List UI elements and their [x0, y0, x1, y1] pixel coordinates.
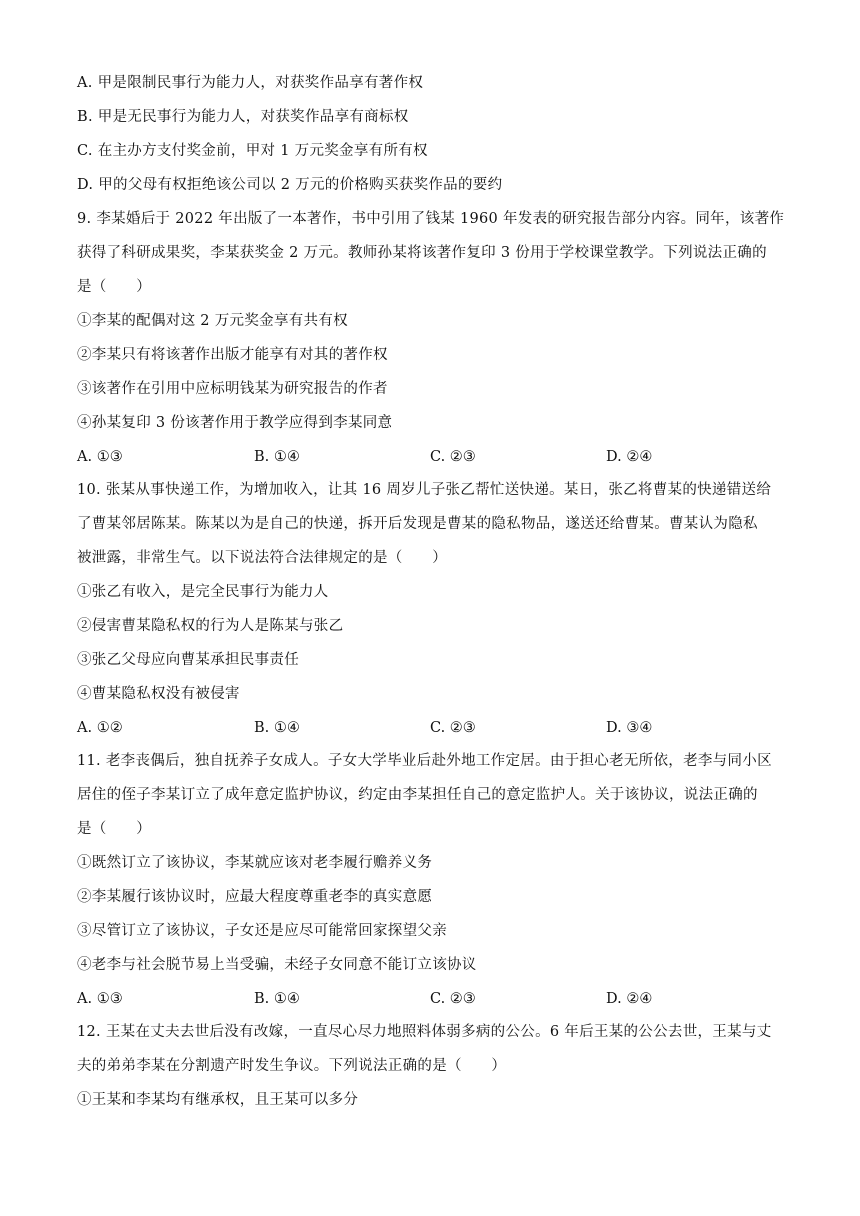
q12-statement-1: ①王某和李某均有继承权，且王某可以多分	[77, 1092, 359, 1108]
q11-option-a: A. ①③	[77, 991, 123, 1007]
q11-stem-line: 是（ ）	[77, 821, 151, 837]
q9-option-b: B. ①④	[254, 449, 300, 465]
q9-stem-line: 9. 李某婚后于 2022 年出版了一本著作，书中引用了钱某 1960 年发表的研究报告部分内容。同年，该著作	[77, 211, 785, 227]
q10-statement-3: ③张乙父母应向曹某承担民事责任	[77, 652, 299, 668]
q11-statement-1: ①既然订立了该协议，李某就应该对老李履行赡养义务	[77, 855, 433, 871]
q11-options	[77, 989, 777, 1009]
q11-option-d: D. ②④	[606, 991, 653, 1007]
q10-stem-line: 10. 张某从事快递工作，为增加收入，让其 16 周岁儿子张乙帮忙送快递。某日，张乙将曹某的快递错送给	[77, 482, 772, 498]
q9-option-c: C. ②③	[430, 449, 476, 465]
q10-stem-line: 了曹某邻居陈某。陈某以为是自己的快递，拆开后发现是曹某的隐私物品，遂送还给曹某。曹某认为隐私	[77, 516, 758, 532]
q11-option-b: B. ①④	[254, 991, 300, 1007]
q10-statement-1: ①张乙有收入，是完全民事行为能力人	[77, 584, 329, 600]
q9-stem-line: 获得了科研成果奖，李某获奖金 2 万元。教师孙某将该著作复印 3 份用于学校课堂教学。下列说法正确的	[77, 245, 767, 261]
q9-statement-1: ①李某的配偶对这 2 万元奖金享有共有权	[77, 313, 348, 329]
q12-stem-line: 12. 王某在丈夫去世后没有改嫁，一直尽心尽力地照料体弱多病的公公。6 年后王某的公公去世，王某与丈	[77, 1024, 772, 1040]
q9-statement-2: ②李某只有将该著作出版才能享有对其的著作权	[77, 347, 388, 363]
q8-option-b: B. 甲是无民事行为能力人，对获奖作品享有商标权	[77, 109, 409, 125]
q10-options	[77, 718, 777, 738]
q8-option-d: D. 甲的父母有权拒绝该公司以 2 万元的价格购买获奖作品的要约	[77, 177, 503, 193]
q12-stem-line: 夫的弟弟李某在分割遗产时发生争议。下列说法正确的是（ ）	[77, 1058, 507, 1074]
q9-options	[77, 447, 777, 467]
q9-option-a: A. ①③	[77, 449, 123, 465]
q8-option-c: C. 在主办方支付奖金前，甲对 1 万元奖金享有所有权	[77, 143, 428, 159]
q11-stem-line: 居住的侄子李某订立了成年意定监护协议，约定由李某担任自己的意定监护人。关于该协议，说法正确的	[77, 787, 758, 803]
q10-stem-line: 被泄露，非常生气。以下说法符合法律规定的是（ ）	[77, 550, 447, 566]
q9-statement-4: ④孙某复印 3 份该著作用于教学应得到李某同意	[77, 415, 393, 431]
q10-statement-2: ②侵害曹某隐私权的行为人是陈某与张乙	[77, 618, 344, 634]
q9-statement-3: ③该著作在引用中应标明钱某为研究报告的作者	[77, 381, 388, 397]
q10-option-d: D. ③④	[606, 720, 653, 736]
q11-statement-3: ③尽管订立了该协议，子女还是应尽可能常回家探望父亲	[77, 923, 447, 939]
q11-stem-line: 11. 老李丧偶后，独自抚养子女成人。子女大学毕业后赴外地工作定居。由于担心老无所依，老李与同小区	[77, 753, 772, 769]
q10-option-c: C. ②③	[430, 720, 476, 736]
q10-option-a: A. ①②	[77, 720, 123, 736]
q11-statement-4: ④老李与社会脱节易上当受骗，未经子女同意不能订立该协议	[77, 957, 477, 973]
q11-statement-2: ②李某履行该协议时，应最大程度尊重老李的真实意愿	[77, 889, 433, 905]
q9-option-d: D. ②④	[606, 449, 653, 465]
q8-option-a: A. 甲是限制民事行为能力人，对获奖作品享有著作权	[77, 75, 424, 91]
q9-stem-line: 是（ ）	[77, 279, 151, 295]
q10-statement-4: ④曹某隐私权没有被侵害	[77, 686, 240, 702]
q10-option-b: B. ①④	[254, 720, 300, 736]
q11-option-c: C. ②③	[430, 991, 476, 1007]
